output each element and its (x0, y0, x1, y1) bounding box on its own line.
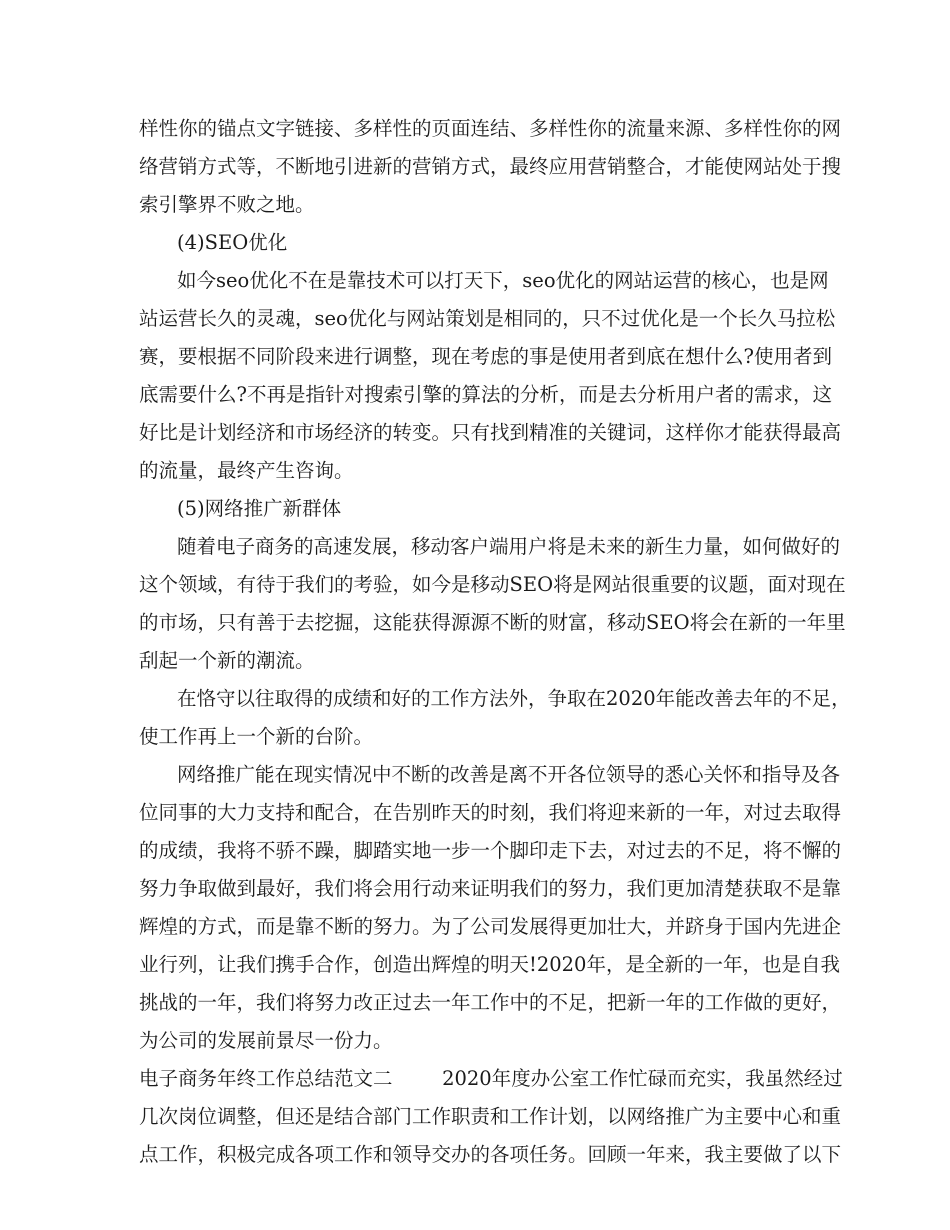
text-line: 网络推广能在现实情况中不断的改善是离不开各位领导的悉心关怀和指导及各 (177, 763, 841, 786)
text-line: 如今seo优化不在是靠技术可以打天下，seo优化的网站运营的核心，也是网 (177, 269, 829, 292)
text-line: 为公司的发展前景尽一份力。 (139, 1029, 393, 1052)
text-line: 的成绩，我将不骄不躁，脚踏实地一步一个脚印走下去，对过去的不足，将不懈的 (139, 839, 842, 862)
text-line: 在恪守以往取得的成绩和好的工作方法外，争取在2020年能改善去年的不足， (177, 687, 851, 710)
text-line: 索引擎界不败之地。 (139, 193, 315, 216)
text-line: 挑战的一年，我们将努力改正过去一年工作中的不足，把新一年的工作做的更好， (139, 991, 842, 1014)
text-line: 点工作，积极完成各项工作和领导交办的各项任务。回顾一年来，我主要做了以下 (139, 1143, 842, 1166)
text-line: 好比是计划经济和市场经济的转变。只有找到精准的关键词，这样你才能获得最高 (139, 421, 842, 444)
text-line: 的市场，只有善于去挖掘，这能获得源源不断的财富，移动SEO将会在新的一年里 (139, 611, 846, 634)
text-line: 业行列，让我们携手合作，创造出辉煌的明天!2020年，是全新的一年，也是自我 (139, 953, 840, 976)
text-line: 这个领域，有待于我们的考验，如今是移动SEO将是网站很重要的议题，面对现在 (139, 573, 846, 596)
text-line: 几次岗位调整，但还是结合部门工作职责和工作计划，以网络推广为主要中心和重 (139, 1105, 842, 1128)
text-line: 的流量，最终产生咨询。 (139, 459, 354, 482)
text-line: 努力争取做到最好，我们将会用行动来证明我们的努力，我们更加清楚获取不是靠 (139, 877, 842, 900)
text-line: 随着电子商务的高速发展，移动客户端用户将是未来的新生力量，如何做好的 (177, 535, 841, 558)
text-line: 刮起一个新的潮流。 (139, 649, 315, 672)
text-line: 辉煌的方式，而是靠不断的努力。为了公司发展得更加壮大，并跻身于国内先进企 (139, 915, 842, 938)
text-line: 底需要什么?不再是指针对搜索引擎的算法的分析，而是去分析用户者的需求，这 (139, 383, 832, 406)
text-line-title: 电子商务年终工作总结范文二 2020年度办公室工作忙碌而充实，我虽然经过 (139, 1067, 843, 1090)
text-line: 站运营长久的灵魂，seo优化与网站策划是相同的，只不过优化是一个长久马拉松 (139, 307, 836, 330)
section-heading-new-group: (5)网络推广新群体 (177, 497, 342, 520)
text-line: 赛，要根据不同阶段来进行调整，现在考虑的事是使用者到底在想什么?使用者到 (139, 345, 832, 368)
text-line: 样性你的锚点文字链接、多样性的页面连结、多样性你的流量来源、多样性你的网 (139, 117, 842, 140)
text-line: 络营销方式等，不断地引进新的营销方式，最终应用营销整合，才能使网站处于搜 (139, 155, 842, 178)
text-line: 位同事的大力支持和配合，在告别昨天的时刻，我们将迎来新的一年，对过去取得 (139, 801, 842, 824)
section-heading-seo: (4)SEO优化 (177, 231, 288, 254)
text-line: 使工作再上一个新的台阶。 (139, 725, 374, 748)
